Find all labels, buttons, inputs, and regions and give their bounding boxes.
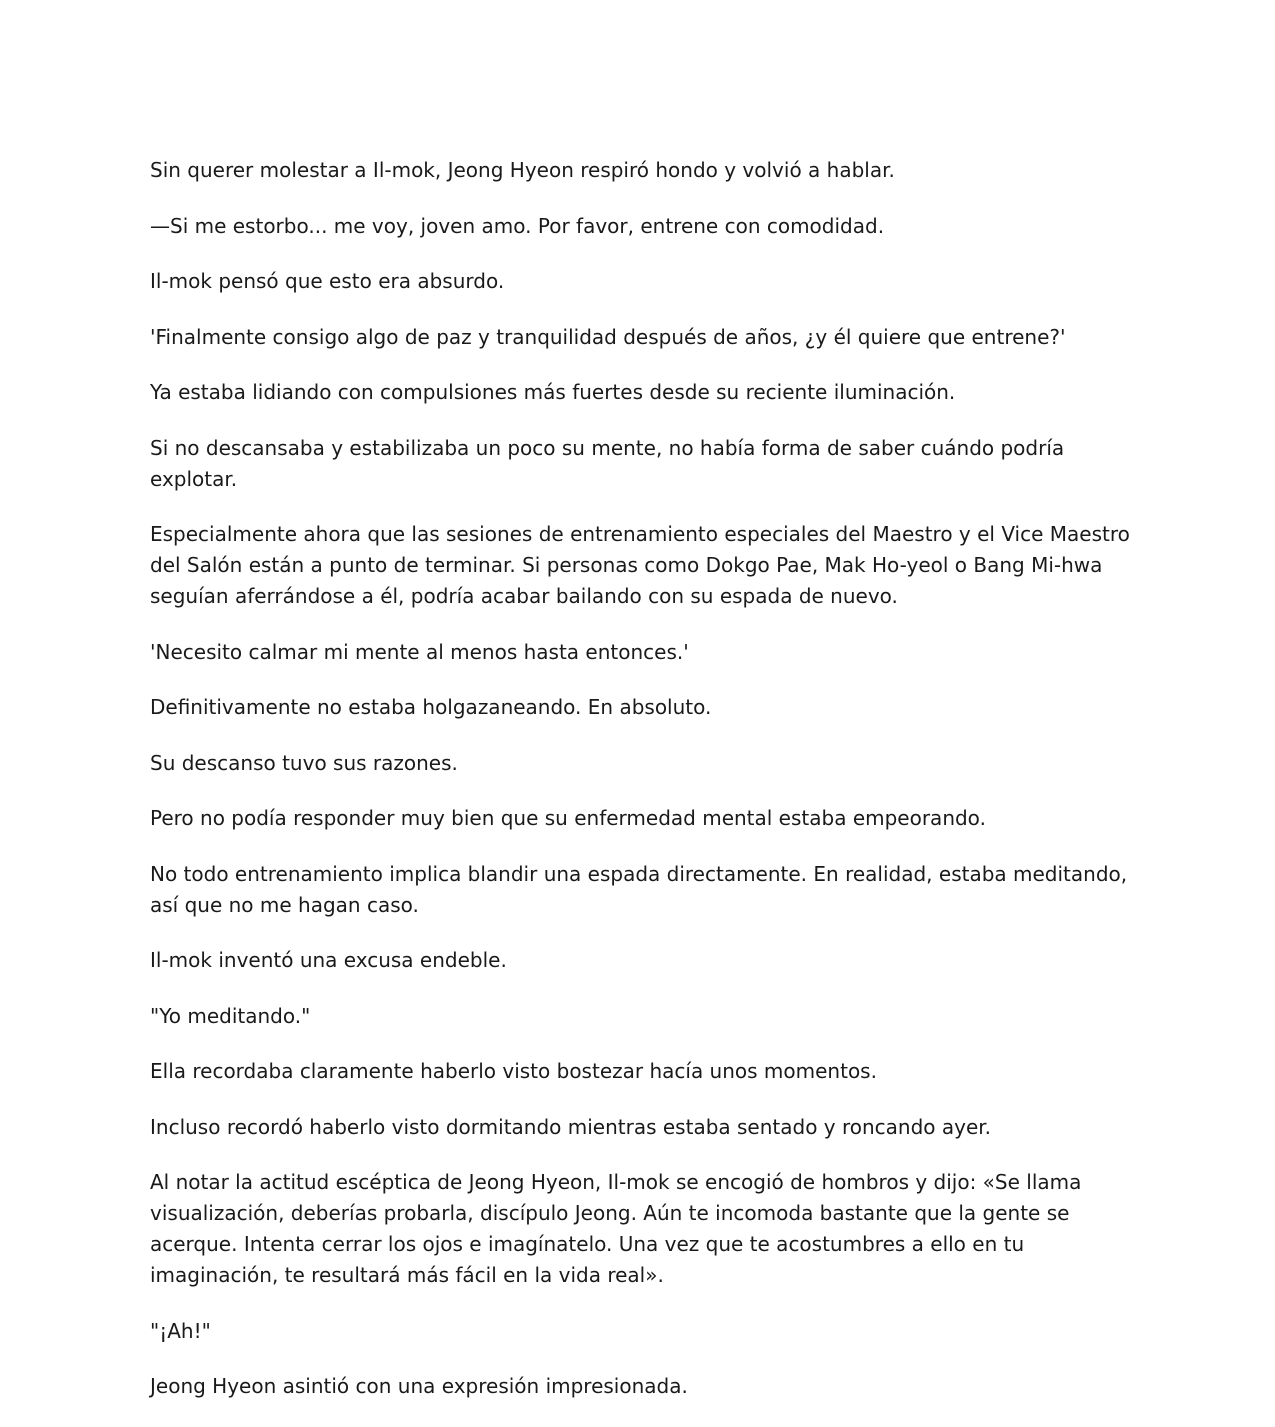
paragraph: Definitivamente no estaba holgazaneando. En absoluto. bbox=[150, 695, 712, 719]
paragraph: Sin querer molestar a Il-mok, Jeong Hyeon respiró hondo y volvió a hablar. bbox=[150, 158, 895, 182]
paragraph: No todo entrenamiento implica blandir una espada directamente. En realidad, estaba meditando, así que no me hagan caso. bbox=[150, 861, 1128, 917]
paragraph: Especialmente ahora que las sesiones de entrenamiento especiales del Maestro y el Vice Maestro del Salón están a punto de terminar. Si personas como Dokgo Pae, Mak Ho-yeol o Bang Mi-hwa seguían aferrándose a él, podría acabar bailando con su espada de nuevo. bbox=[150, 522, 1130, 608]
document-page bbox=[150, 155, 1135, 1427]
paragraph: Ella recordaba claramente haberlo visto bostezar hacía unos momentos. bbox=[150, 1059, 877, 1083]
paragraph: Al notar la actitud escéptica de Jeong Hyeon, Il-mok se encogió de hombros y dijo: «Se llama visualización, deberías probarla, discípulo Jeong. Aún te incomoda bastante que la gente se acerque. Intenta cerrar los ojos e imagínatelo. Una vez que te acostumbres a ello en tu imaginación, te resultará más fácil en la vida real». bbox=[150, 1170, 1082, 1287]
paragraph: Su descanso tuvo sus razones. bbox=[150, 750, 458, 775]
paragraph: "Yo meditando." bbox=[150, 1003, 311, 1028]
paragraph: Il-mok inventó una excusa endeble. bbox=[150, 948, 507, 972]
paragraph: Il-mok pensó que esto era absurdo. bbox=[150, 269, 505, 293]
paragraph: Jeong Hyeon asintió con una expresión impresionada. bbox=[150, 1374, 688, 1398]
paragraph: Ya estaba lidiando con compulsiones más fuertes desde su reciente iluminación. bbox=[150, 380, 956, 404]
paragraph: Pero no podía responder muy bien que su enfermedad mental estaba empeorando. bbox=[150, 806, 986, 830]
paragraph: Incluso recordó haberlo visto dormitando mientras estaba sentado y roncando ayer. bbox=[150, 1114, 992, 1139]
paragraph: 'Necesito calmar mi mente al menos hasta entonces.' bbox=[150, 639, 689, 664]
paragraph: 'Finalmente consigo algo de paz y tranquilidad después de años, ¿y él quiere que entrene?' bbox=[150, 324, 1066, 349]
paragraph: "¡Ah!" bbox=[150, 1318, 211, 1343]
paragraph: Si no descansaba y estabilizaba un poco su mente, no había forma de saber cuándo podría explotar. bbox=[150, 435, 1065, 491]
paragraph: —Si me estorbo... me voy, joven amo. Por favor, entrene con comodidad. bbox=[150, 213, 885, 238]
